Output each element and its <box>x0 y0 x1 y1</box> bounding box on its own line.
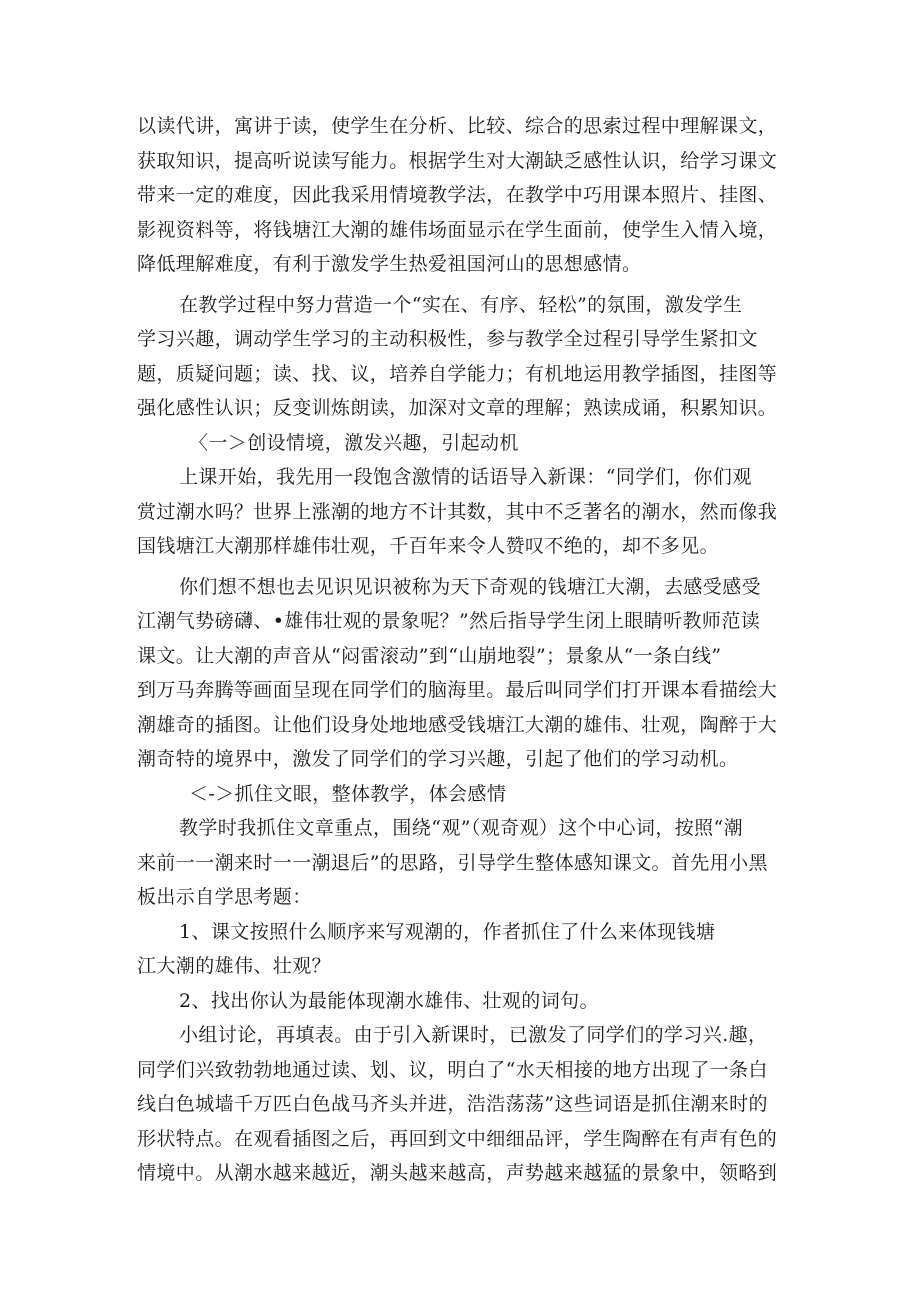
text-line: 获取知识，提高听说读写能力。根据学生对大潮缺乏感性认识，给学习课文 <box>137 149 778 172</box>
question-item-2: 2、找出你认为最能体现潮水雄伟、壮观的词句。 <box>179 989 599 1012</box>
text-line: 潮奇特的境界中，激发了同学们的学习兴趣，引起了他们的学习动机。 <box>137 748 739 770</box>
paragraph-start-line: 你们想不想也去见识见识被称为天下奇观的钱塘江大潮，去感受感受 <box>179 575 762 598</box>
text-line: 情境中。从潮水越来越近，潮头越来越高，声势越来越猛的景象中，领略到 <box>137 1162 778 1184</box>
text-line: 学习兴趣，调动学生学习的主动积极性，参与教学全过程引导学生紧扣文 <box>137 328 758 350</box>
question-item-1: 1、课文按照什么顺序来写观潮的，作者抓住了什么来体现钱塘 <box>179 920 716 943</box>
text-line: 到万马奔腾等画面呈现在同学们的脑海里。最后叫同学们打开课本看描绘大 <box>137 679 778 701</box>
text-line: 同学们兴致勃勃地通过读、划、议，明白了“水天相接的地方出现了一条白 <box>137 1058 768 1081</box>
text-line: 带来一定的难度，因此我采用情境教学法，在教学中巧用课本照片、挂图、 <box>137 184 778 206</box>
text-line: 江大潮的雄伟、壮观？ <box>137 955 332 977</box>
paragraph-start-line: 小组讨论，再填表。由于引入新课时，已激发了同学们的学习兴.趣， <box>179 1024 768 1046</box>
text-line: 降低理解难度，有利于激发学生热爱祖国河山的思想感情。 <box>137 253 642 275</box>
paragraph-start-line: 在教学过程中努力营造一个“实在、有序、轻松”的氛围，激发学生 <box>179 293 743 316</box>
text-line: 影视资料等，将钱塘江大潮的雄伟场面显示在学生面前，使学生入情入境， <box>137 218 778 241</box>
text-line: 以读代讲，寓讲于读，使学生在分析、比较、综合的思索过程中理解课文， <box>137 115 778 137</box>
text-line: 国钱塘江大潮那样雄伟壮观，千百年来令人赞叹不绝的，却不多见。 <box>137 535 720 557</box>
text-line: 题，质疑问题；读、找、议，培养自学能力；有机地运用教学插图，挂图等 <box>137 362 778 385</box>
text-line: 板出示自学思考题： <box>137 886 312 908</box>
text-line: 潮雄奇的插图。让他们设身处地地感受钱塘江大潮的雄伟、壮观，陶醉于大 <box>137 713 778 736</box>
text-line: 来前一一潮来时一一潮退后”的思路，引导学生整体感知课文。首先用小黑 <box>137 851 768 874</box>
text-line: 形状特点。在观看插图之后，再回到文中细细品评，学生陶醉在有声有色的 <box>137 1127 778 1150</box>
text-line: 江潮气势磅礴、•雄伟壮观的景象呢？”然后指导学生闭上眼睛听教师范读 <box>137 610 761 632</box>
paragraph-start-line: 上课开始，我先用一段饱含激情的话语导入新课：“同学们，你们观 <box>179 466 752 488</box>
paragraph-start-line: 教学时我抓住文章重点，围绕“观”（观奇观）这个中心词，按照“潮 <box>179 817 744 839</box>
section-heading-1: 〈一＞创设情境，激发兴趣，引起动机 <box>189 431 519 454</box>
text-line: 线白色城墙千万匹白色战马齐头并进，浩浩荡荡”这些词语是抓住潮来时的 <box>137 1093 768 1115</box>
document-body <box>137 109 797 1191</box>
text-line: 课文。让大潮的声音从“闷雷滚动”到“山崩地裂”；景象从“一条白线” <box>137 644 722 667</box>
text-line: 赏过潮水吗？世界上涨潮的地方不计其数，其中不乏著名的潮水，然而像我 <box>137 500 778 523</box>
text-line: 强化感性认识；反变训炼朗读，加深对文章的理解；熟读成诵，积累知识。 <box>137 397 778 419</box>
section-heading-2: ＜-＞抓住文眼，整体教学，体会感情 <box>189 782 507 805</box>
